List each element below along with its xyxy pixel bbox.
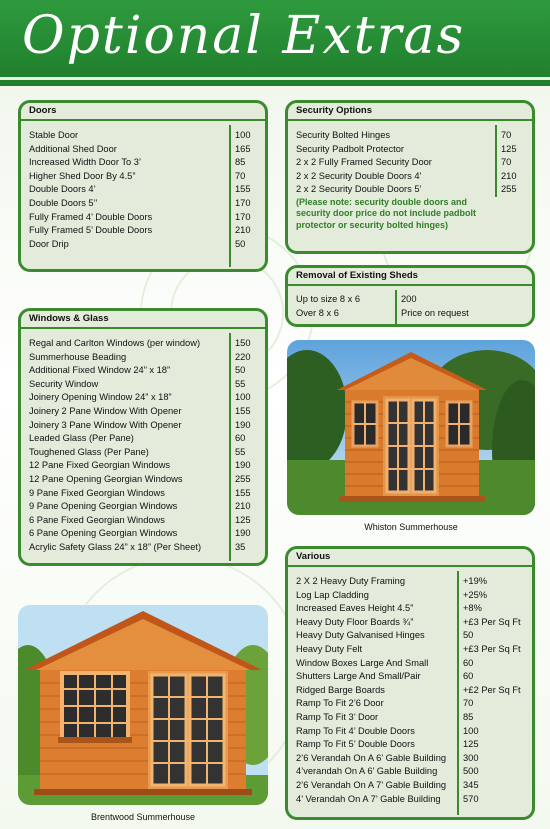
whiston-caption: Whiston Summerhouse	[364, 522, 458, 532]
windows-item-name: Acrylic Safety Glass 24” x 18” (Per Sheet)	[29, 541, 202, 552]
page-header	[0, 0, 550, 86]
various-item-name: 2 X 2 Heavy Duty Framing	[296, 576, 406, 586]
doors-item-price: 155	[235, 184, 251, 195]
various-item-price: 125	[463, 739, 479, 750]
various-item	[288, 589, 532, 603]
windows-item-name: Joinery 2 Pane Window With Opener	[29, 405, 182, 416]
brentwood-summerhouse-photo	[18, 605, 268, 805]
removal-item	[288, 307, 532, 321]
windows-item-price: 60	[235, 433, 246, 444]
various-item-price: 60	[463, 657, 474, 668]
windows-item-price: 35	[235, 541, 246, 552]
windows-item-name: 6 Pane Opening Georgian Windows	[29, 528, 178, 539]
removal-list	[288, 286, 532, 320]
various-item-name: Window Boxes Large And Small	[296, 657, 429, 668]
various-item	[288, 711, 532, 725]
various-item-price: 100	[463, 725, 479, 736]
security-item-price: 70	[501, 157, 512, 168]
security-item-price: 125	[501, 143, 517, 154]
various-item-price: 70	[463, 698, 474, 709]
windows-heading: Windows & Glass	[21, 311, 265, 329]
doors-item-name: Double Doors 4’	[29, 184, 96, 195]
removal-item-price: Price on request	[401, 307, 469, 318]
various-item	[288, 575, 532, 589]
windows-item-name: Summerhouse Beading	[29, 351, 127, 362]
header-divider	[0, 77, 550, 80]
brentwood-caption: Brentwood Summerhouse	[90, 812, 196, 822]
security-item-price: 210	[501, 170, 517, 181]
windows-item-name: Joinery Opening Window 24” x 18”	[29, 392, 172, 403]
security-note: (Please note: security double doors and security door price do not include padbolt protector or security bolted hinges)	[296, 196, 477, 230]
doors-item-name: Fully Framed 4’ Double Doors	[29, 211, 153, 222]
various-item-name: Ramp To Fit 2’6 Door	[296, 698, 384, 709]
various-item	[288, 765, 532, 779]
windows-item-price: 55	[235, 446, 246, 457]
various-item-price: 85	[463, 711, 474, 722]
various-item	[288, 684, 532, 698]
doors-item-price: 70	[235, 170, 246, 181]
various-item-name: Increased Eaves Height 4.5”	[296, 603, 414, 614]
windows-item-price: 210	[235, 501, 251, 512]
various-item-name: Ridged Barge Boards	[296, 684, 385, 695]
doors-item-name: Higher Shed Door By 4.5”	[29, 170, 136, 181]
security-panel	[285, 100, 535, 254]
various-heading: Various	[288, 549, 532, 567]
windows-item-price: 50	[235, 365, 246, 376]
windows-item-price: 125	[235, 514, 251, 525]
windows-item-name: 9 Pane Fixed Georgian Windows	[29, 487, 165, 498]
windows-item-price: 150	[235, 338, 251, 348]
various-item	[288, 779, 532, 793]
doors-item-price: 85	[235, 157, 246, 168]
windows-item-name: Leaded Glass (Per Pane)	[29, 433, 134, 444]
doors-item-name: Double Doors 5’’	[29, 197, 98, 208]
removal-panel	[285, 265, 535, 327]
various-item	[288, 643, 532, 657]
windows-item-price: 190	[235, 528, 251, 539]
various-item-price: 300	[463, 752, 479, 763]
removal-item-name: Over 8 x 6	[296, 307, 339, 318]
various-item-price: 50	[463, 630, 474, 641]
various-item-price: 570	[463, 793, 479, 804]
windows-item-name: 9 Pane Opening Georgian Windows	[29, 501, 178, 512]
windows-item-name: 12 Pane Fixed Georgian Windows	[29, 460, 171, 471]
various-item-name: Ramp To Fit 4’ Double Doors	[296, 725, 415, 736]
security-item-name: 2 x 2 Security Double Doors 4’	[296, 170, 422, 181]
various-item-name: Ramp To Fit 3’ Door	[296, 711, 379, 722]
various-item	[288, 697, 532, 711]
doors-item-price: 170	[235, 211, 251, 222]
various-item-name: 2’6 Verandah On A 7’ Gable Building	[296, 779, 447, 790]
security-item-price: 255	[501, 184, 517, 195]
windows-item-price: 155	[235, 405, 251, 416]
windows-panel	[18, 308, 268, 566]
removal-item-name: Up to size 8 x 6	[296, 294, 361, 304]
various-item-price: +£3 Per Sq Ft	[463, 643, 521, 654]
various-item-price: 345	[463, 779, 479, 790]
security-item-name: Security Bolted Hinges	[296, 130, 391, 140]
removal-item-price: 200	[401, 294, 417, 304]
various-item	[288, 670, 532, 684]
doors-item-price: 50	[235, 238, 246, 249]
various-item-price: +£2 Per Sq Ft	[463, 684, 521, 695]
various-item-name: 4’verandah On A 6’ Gable Building	[296, 766, 438, 777]
doors-item-price: 165	[235, 143, 251, 154]
doors-item-price: 170	[235, 197, 251, 208]
security-item-name: 2 x 2 Fully Framed Security Door	[296, 157, 432, 168]
security-item-name: Security Padbolt Protector	[296, 143, 404, 154]
doors-heading: Doors	[21, 103, 265, 121]
various-item-name: Log Lap Cladding	[296, 589, 369, 600]
various-item	[288, 738, 532, 752]
various-panel	[285, 546, 535, 820]
various-item-name: Heavy Duty Galvanised Hinges	[296, 630, 425, 641]
various-item	[288, 752, 532, 766]
various-item-price: 500	[463, 766, 479, 777]
windows-item-price: 190	[235, 460, 251, 471]
various-item-price: 60	[463, 671, 474, 682]
removal-heading: Removal of Existing Sheds	[288, 268, 532, 286]
security-item-name: 2 x 2 Security Double Doors 5’	[296, 184, 422, 195]
various-item	[288, 725, 532, 739]
doors-item-price: 100	[235, 130, 251, 140]
various-list	[288, 567, 532, 806]
various-item	[288, 629, 532, 643]
windows-item-name: Joinery 3 Pane Window With Opener	[29, 419, 182, 430]
whiston-summerhouse-photo	[287, 340, 535, 515]
doors-item-price: 210	[235, 225, 251, 236]
removal-item	[288, 293, 532, 307]
windows-item-price: 100	[235, 392, 251, 403]
doors-item-name: Fully Framed 5’ Double Doors	[29, 225, 153, 236]
windows-item-name: Toughened Glass (Per Pane)	[29, 446, 149, 457]
doors-item-name: Additional Shed Door	[29, 143, 117, 154]
doors-panel	[18, 100, 268, 272]
windows-item-price: 255	[235, 473, 251, 484]
various-item-name: Heavy Duty Felt	[296, 643, 363, 654]
various-item-price: +£3 Per Sq Ft	[463, 616, 521, 627]
doors-item-name: Stable Door	[29, 130, 79, 140]
doors-item-name: Increased Width Door To 3’	[29, 157, 141, 168]
windows-item-name: Security Window	[29, 378, 99, 389]
page-title: Optional Extras	[22, 6, 466, 66]
windows-item-price: 190	[235, 419, 251, 430]
various-item	[288, 616, 532, 630]
windows-item-name: 6 Pane Fixed Georgian Windows	[29, 514, 165, 525]
windows-item-price: 220	[235, 351, 251, 362]
windows-item-name: Additional Fixed Window 24” x 18”	[29, 365, 171, 376]
doors-item-name: Door Drip	[29, 238, 69, 249]
various-item-name: Heavy Duty Floor Boards ¾”	[296, 616, 414, 627]
security-heading: Security Options	[288, 103, 532, 121]
various-item-name: 2’6 Verandah On A 6’ Gable Building	[296, 752, 447, 763]
windows-item-price: 155	[235, 487, 251, 498]
windows-item-name: 12 Pane Opening Georgian Windows	[29, 473, 183, 484]
various-item	[288, 657, 532, 671]
various-item	[288, 602, 532, 616]
various-item-name: 4’ Verandah On A 7’ Gable Building	[296, 793, 441, 804]
various-item-name: Shutters Large And Small/Pair	[296, 671, 421, 682]
security-item-price: 70	[501, 130, 512, 140]
various-item-price: +19%	[463, 576, 488, 586]
windows-item-price: 55	[235, 378, 246, 389]
various-item	[288, 793, 532, 807]
various-item-price: +25%	[463, 589, 488, 600]
various-item-name: Ramp To Fit 5’ Double Doors	[296, 739, 415, 750]
various-item-price: +8%	[463, 603, 482, 614]
windows-item-name: Regal and Carlton Windows (per window)	[29, 338, 201, 348]
